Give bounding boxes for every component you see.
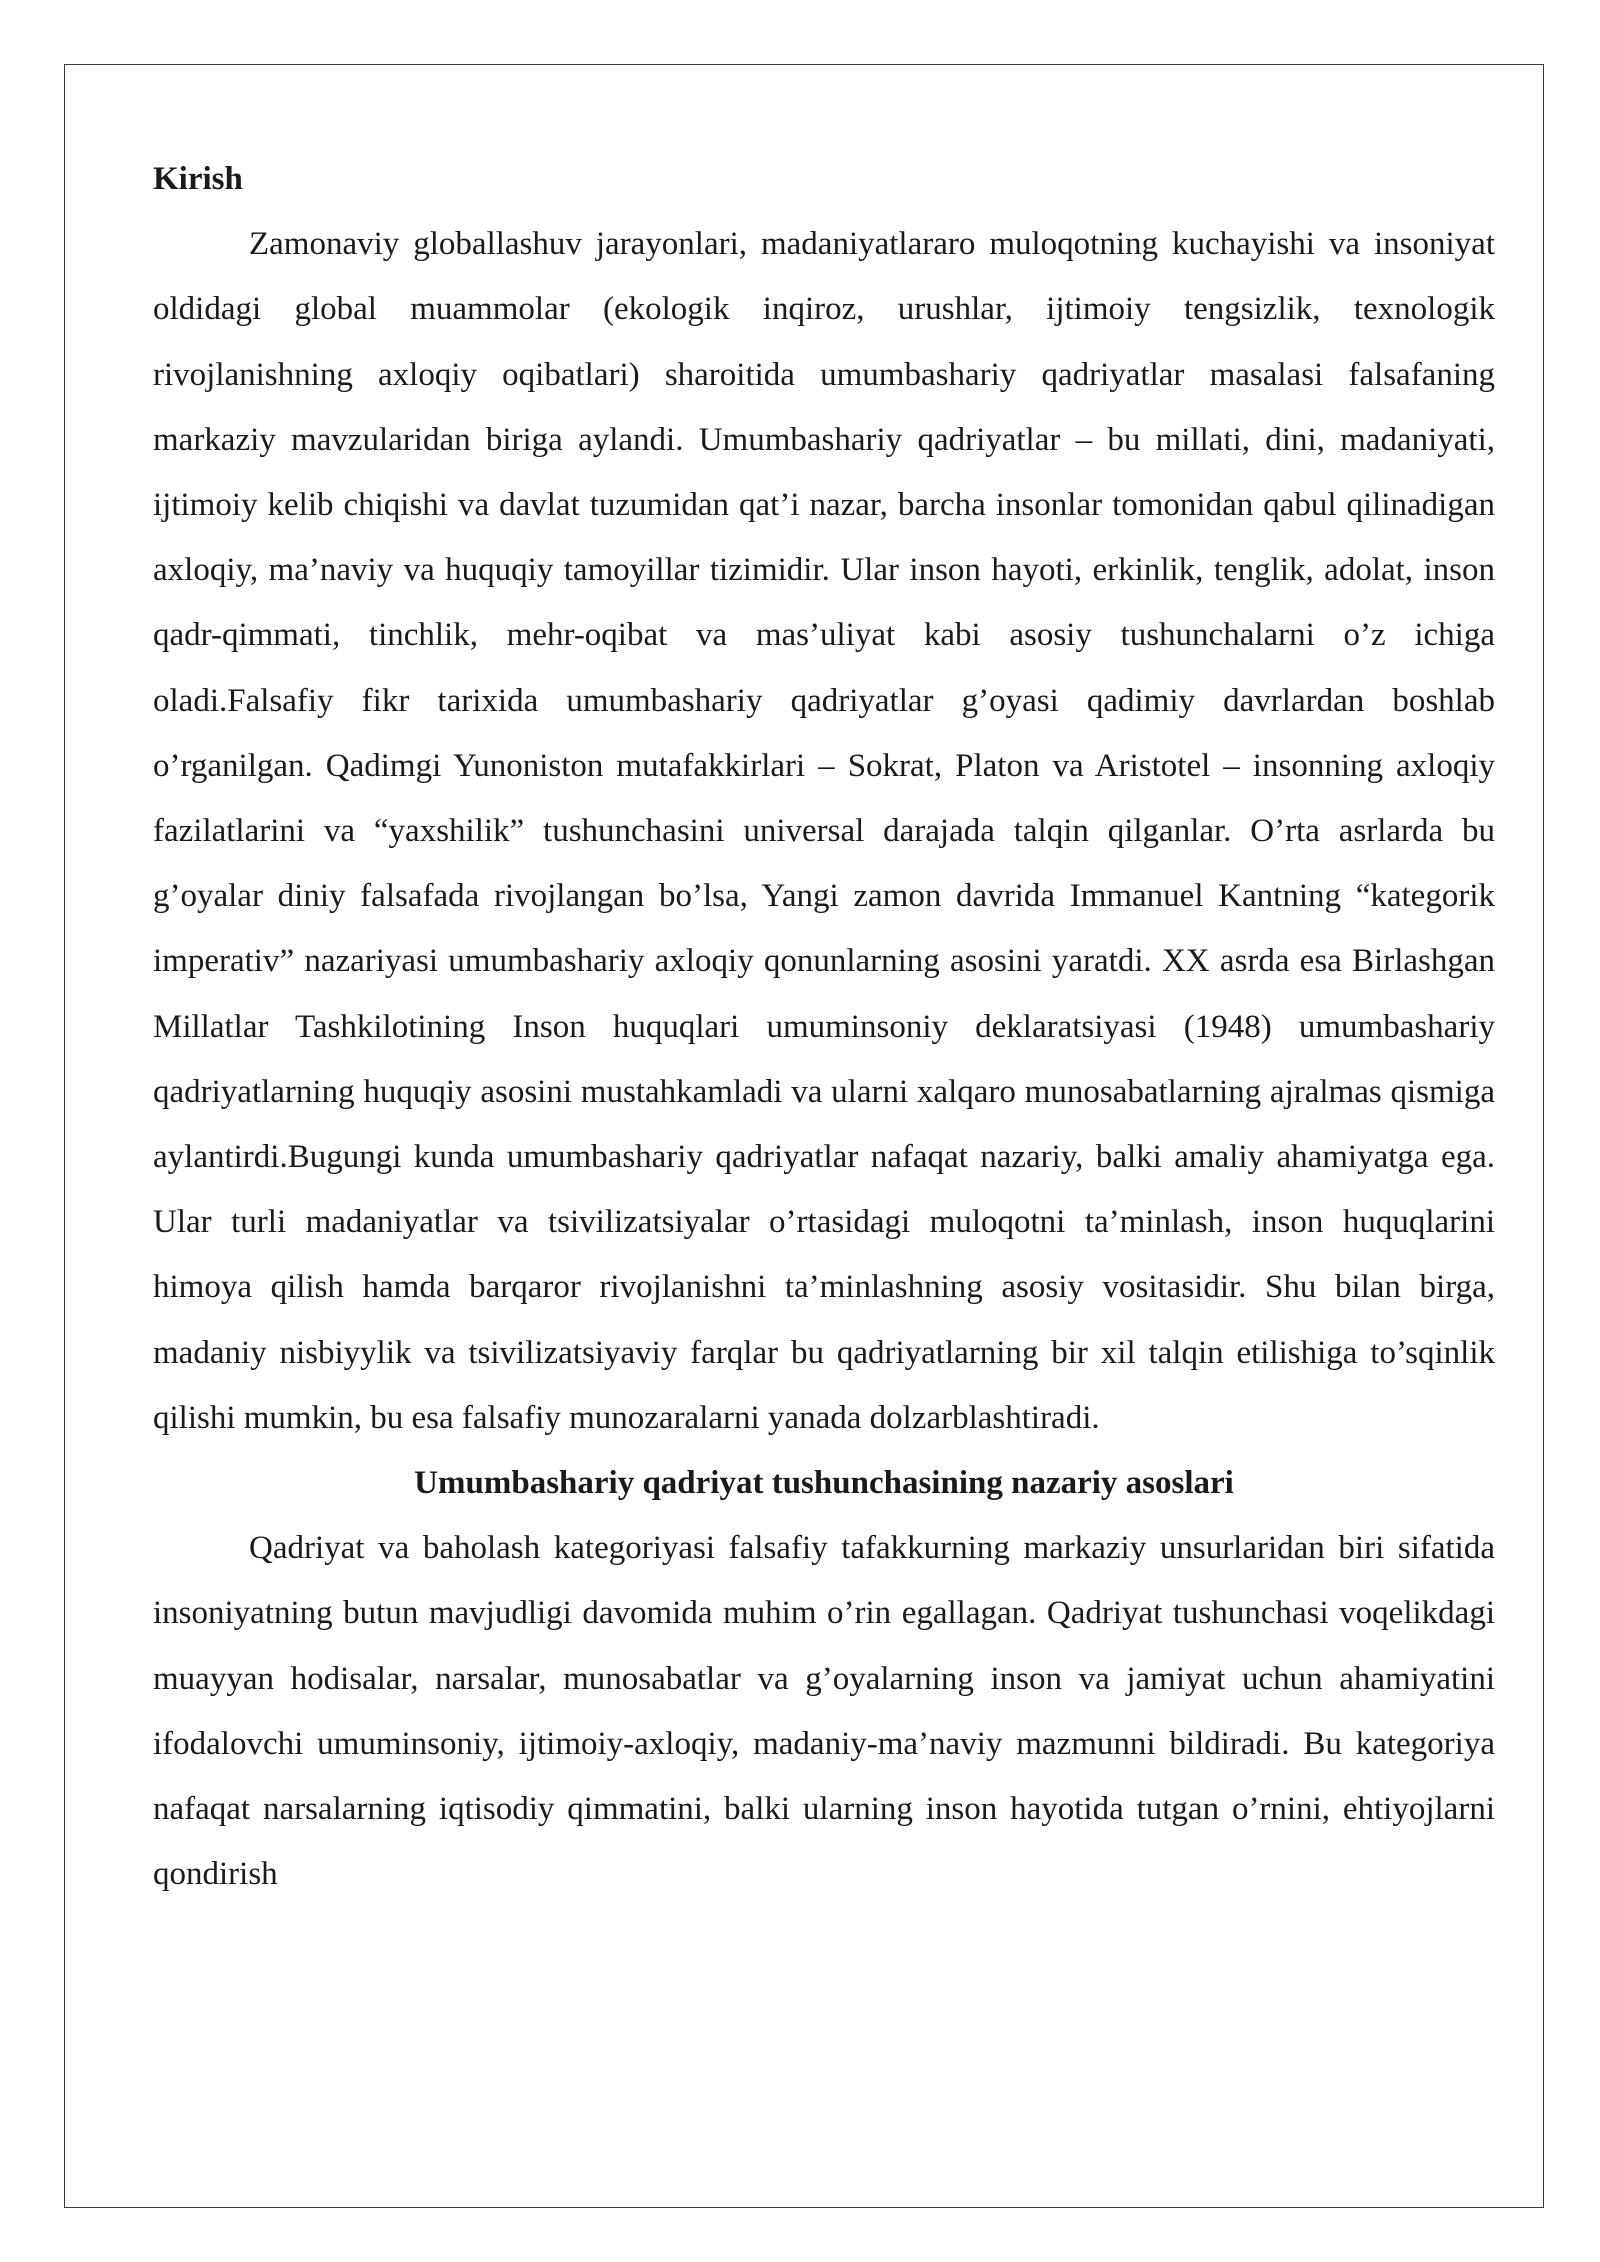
intro-paragraph: Zamonaviy globallashuv jarayonlari, madaniyatlararo muloqotning kuchayishi va insoniyat oldidagi global muammolar (ekologik inqiroz, urushlar, ijtimoiy tengsizlik, texnologik rivojlanishning axloqiy oqibatlari) sharoitida umumbashariy qadriyatlar masalasi falsafaning markaziy mavzularidan biriga aylandi. Umumbashariy qadriyatlar – bu millati, dini, madaniyati, ijtimoiy kelib chiqishi va davlat tuzumidan qat’i nazar, barcha insonlar tomonidan qabul qilinadigan axloqiy, ma’naviy va huquqiy tamoyillar tizimidir. Ular inson hayoti, erkinlik, tenglik, adolat, inson qadr-qimmati, tinchlik, mehr-oqibat va mas’uliyat kabi asosiy tushunchalarni o’z ichiga oladi.Falsafiy fikr tarixida umumbashariy qadriyatlar g’oyasi qadimiy davrlardan boshlab o’rganilgan. Qadimgi Yunoniston mutafakkirlari – Sokrat, Platon va Aristotel – insonning axloqiy fazilatlarini va “yaxshilik” tushunchasini universal darajada talqin qilganlar. O’rta asrlarda bu g’oyalar diniy falsafada rivojlangan bo’lsa, Yangi zamon davrida Immanuel Kantning “kategorik imperativ” nazariyasi umumbashariy axloqiy qonunlarning asosini yaratdi. XX asrda esa Birlashgan Millatlar Tashkilotining Inson huquqlari umuminsoniy deklaratsiyasi (1948) umumbashariy qadriyatlarning huquqiy asosini mustahkamladi va ularni xalqaro munosabatlarning ajralmas qismiga aylantirdi.Bugungi kunda umumbashariy qadriyatlar nafaqat nazariy, balki amaliy ahamiyatga ega. Ular turli madaniyatlar va tsivilizatsiyalar o’rtasidagi muloqotni ta’minlash, inson huquqlarini himoya qilish hamda barqaror rivojlanishni ta’minlashning asosiy vositasidir. Shu bilan birga, madaniy nisbiyylik va tsivilizatsiyaviy farqlar bu qadriyatlarning bir xil talqin etilishiga to’sqinlik qilishi mumkin, bu esa falsafiy munozaralarni yanada dolzarblashtiradi. (153, 226, 1495, 1436)
section-heading: Umumbashariy qadriyat tushunchasining nazariy asoslari (414, 1465, 1234, 1502)
heading-kirish: Kirish (153, 161, 243, 197)
section-paragraph: Qadriyat va baholash kategoriyasi falsafiy tafakkurning markaziy unsurlaridan biri sifatida insoniyatning butun mavjudligi davomida muhim o’rin egallagan. Qadriyat tushunchasi voqelikdagi muayyan hodisalar, narsalar, munosabatlar va g’oyalarning inson va jamiyat uchun ahamiyatini ifodalovchi umuminsoniy, ijtimoiy-axloqiy, madaniy-ma’naviy mazmunni bildiradi. Bu kategoriya nafaqat narsalarning iqtisodiy qimmatini, balki ularning inson hayotida tutgan o’rnini, ehtiyojlarni qondirish (153, 1530, 1495, 1893)
document-body (153, 147, 1495, 1907)
